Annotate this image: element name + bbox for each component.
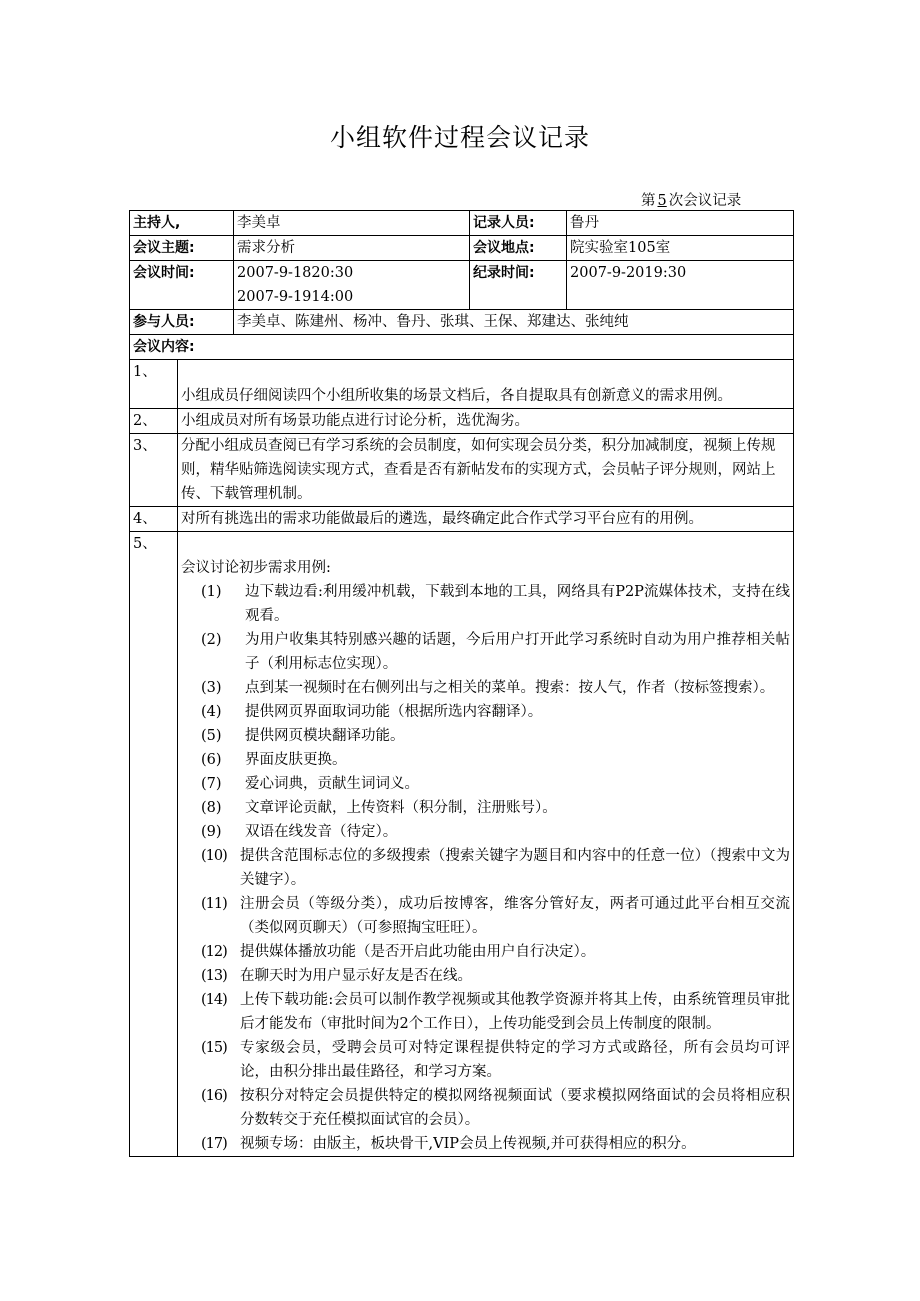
time-start: 2007-9-1820:30	[237, 265, 354, 281]
item-number: 1、	[130, 360, 178, 409]
location-value: 院实验室105室	[567, 236, 794, 261]
item-row-5	[130, 532, 794, 1157]
recorder-value: 鲁丹	[567, 211, 794, 236]
list-item: (5) 提供网页模块翻译功能。	[201, 728, 405, 744]
record-table	[129, 210, 794, 1157]
item-row-3	[130, 434, 794, 507]
participants-value: 李美卓、陈建州、杨冲、鲁丹、张琪、王保、郑建达、张纯纯	[234, 310, 794, 335]
item-text-5	[178, 532, 794, 1157]
meeting-number-value: 5	[657, 193, 667, 209]
list-item: (13) 在聊天时为用户显示好友是否在线。	[201, 968, 472, 984]
topic-row	[130, 236, 794, 261]
item-row-2	[130, 409, 794, 434]
page-title: 小组软件过程会议记录	[329, 123, 590, 152]
list-item: (12) 提供媒体播放功能（是否开启此功能由用户自行决定）。	[201, 944, 596, 960]
item-text-3: 分配小组成员查阅已有学习系统的会员制度，如何实现会员分类，积分加减制度，视频上传规则，精华贴筛选阅读实现方式，查看是否有新帖发布的实现方式，会员帖子评分规则，网站上传、下载管理机制。	[178, 434, 794, 507]
item-number: 3、	[130, 434, 178, 507]
list-item: (14) 上传下载功能:会员可以制作教学视频或其他教学资源并将其上传，由系统管理员审批后才能发布（审批时间为2个工作日），上传功能受到会员上传制度的限制。	[201, 992, 791, 1032]
content-label: 会议内容:	[130, 335, 794, 360]
list-item: (8) 文章评论贡献，上传资料（积分制，注册账号）。	[201, 800, 557, 816]
list-item: (9) 双语在线发音（待定）。	[201, 824, 398, 840]
time-row	[130, 261, 794, 310]
time-label: 会议时间:	[130, 261, 234, 310]
item-text-2: 小组成员对所有场景功能点进行讨论分析，选优淘劣。	[178, 409, 794, 434]
list-item: (17) 视频专场：由版主，板块骨干,VIP会员上传视频,并可获得相应的积分。	[201, 1136, 696, 1152]
requirement-list	[181, 580, 790, 1156]
meeting-number	[641, 189, 741, 210]
time-end: 2007-9-1914:00	[237, 289, 354, 305]
meeting-number-suffix: 次会议记录	[668, 193, 742, 209]
host-label: 主持人,	[130, 211, 234, 236]
item-row-1	[130, 360, 794, 409]
item-number: 2、	[130, 409, 178, 434]
topic-value: 需求分析	[234, 236, 470, 261]
list-item: (2) 为用户收集其特别感兴趣的话题，今后用户打开此学习系统时自动为用户推荐相关帖子（利用标志位实现）。	[201, 632, 791, 672]
list-item: (3) 点到某一视频时在右侧列出与之相关的菜单。搜索：按人气，作者（按标签搜索）。	[201, 680, 775, 696]
list-item: (10) 提供含范围标志位的多级搜索（搜索关键字为题目和内容中的任意一位）（搜索中文为关键字）。	[201, 848, 791, 888]
participants-row	[130, 310, 794, 335]
host-row	[130, 211, 794, 236]
participants-label: 参与人员:	[130, 310, 234, 335]
list-item: (15) 专家级会员，受聘会员可对特定课程提供特定的学习方式或路径，所有会员均可评论，由积分排出最佳路径，和学习方案。	[201, 1040, 791, 1080]
item-text-1: 小组成员仔细阅读四个小组所收集的场景文档后，各自提取具有创新意义的需求用例。	[181, 388, 732, 404]
item-row-4	[130, 507, 794, 532]
list-item: (11) 注册会员（等级分类），成功后按博客，维客分管好友，两者可通过此平台相互交流（类似网页聊天）（可参照掏宝旺旺）。	[201, 896, 791, 936]
recorder-label: 记录人员:	[470, 211, 567, 236]
list-item: (7) 爱心词典，贡献生词词义。	[201, 776, 419, 792]
item-text-4: 对所有挑选出的需求功能做最后的遴选，最终确定此合作式学习平台应有的用例。	[178, 507, 794, 532]
record-time-value: 2007-9-2019:30	[567, 261, 794, 310]
list-item: (1) 边下载边看:利用缓冲机载，下载到本地的工具，网络具有P2P流媒体技术，支持在线观看。	[201, 584, 791, 624]
content-row	[130, 335, 794, 360]
item-5-intro: 会议讨论初步需求用例:	[181, 560, 331, 576]
list-item: (16) 按积分对特定会员提供特定的模拟网络视频面试（要求模拟网络面试的会员将相应积分数转交于充任模拟面试官的会员）。	[201, 1088, 791, 1128]
item-number: 5、	[130, 532, 178, 1157]
host-value: 李美卓	[234, 211, 470, 236]
item-text	[178, 360, 794, 409]
location-label: 会议地点:	[470, 236, 567, 261]
list-item: (4) 提供网页界面取词功能（根据所选内容翻译）。	[201, 704, 543, 720]
topic-label: 会议主题:	[130, 236, 234, 261]
time-value	[234, 261, 470, 310]
list-item: (6) 界面皮肤更换。	[201, 752, 347, 768]
record-time-label: 纪录时间:	[470, 261, 567, 310]
meeting-number-prefix: 第	[641, 193, 656, 209]
item-number: 4、	[130, 507, 178, 532]
